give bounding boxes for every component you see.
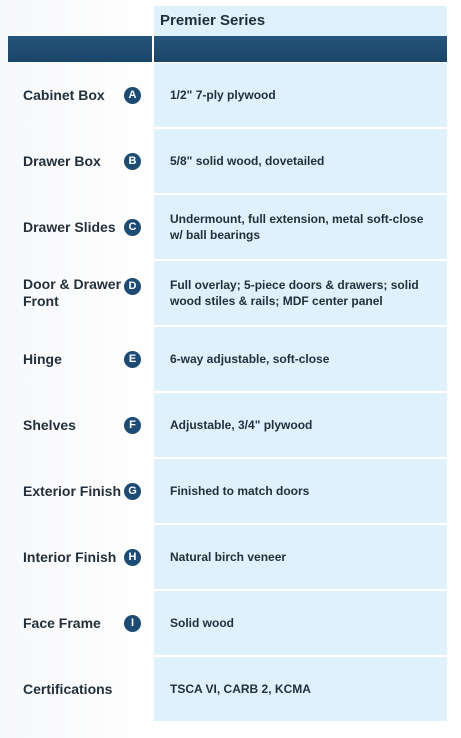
table-row xyxy=(8,393,447,457)
header-bar-left xyxy=(8,36,152,62)
spec-rows xyxy=(8,63,447,723)
row-value: TSCA VI, CARB 2, KCMA xyxy=(154,657,447,721)
badge-c-icon: C xyxy=(124,219,141,236)
row-label: Door & Drawer Front xyxy=(23,276,122,309)
table-row xyxy=(8,591,447,655)
row-value: Undermount, full extension, metal soft-close w/ ball bearings xyxy=(154,195,447,259)
badge-i-icon: I xyxy=(124,615,141,632)
row-label: Drawer Box xyxy=(23,152,101,169)
row-label: Interior Finish xyxy=(23,548,117,565)
row-label: Hinge xyxy=(23,350,62,367)
header-bar-right xyxy=(154,36,447,62)
row-label: Exterior Finish xyxy=(23,482,122,499)
table-row xyxy=(8,525,447,589)
row-value: Solid wood xyxy=(154,591,447,655)
badge-d-icon: D xyxy=(124,278,141,295)
row-value: 5/8" solid wood, dovetailed xyxy=(154,129,447,193)
badge-a-icon: A xyxy=(124,87,141,104)
row-label: Shelves xyxy=(23,416,76,433)
badge-b-icon: B xyxy=(124,153,141,170)
row-label: Cabinet Box xyxy=(23,86,105,103)
row-label: Face Frame xyxy=(23,614,101,631)
column-title: Premier Series xyxy=(154,6,447,36)
table-row xyxy=(8,459,447,523)
row-value: Full overlay; 5-piece doors & drawers; solid wood stiles & rails; MDF center panel xyxy=(154,261,447,325)
row-value: Natural birch veneer xyxy=(154,525,447,589)
row-value: Adjustable, 3/4" plywood xyxy=(154,393,447,457)
badge-h-icon: H xyxy=(124,549,141,566)
table-row xyxy=(8,63,447,127)
row-label: Certifications xyxy=(23,680,113,697)
row-value: Finished to match doors xyxy=(154,459,447,523)
table-row xyxy=(8,129,447,193)
row-value: 1/2" 7-ply plywood xyxy=(154,63,447,127)
badge-e-icon: E xyxy=(124,351,141,368)
badge-f-icon: F xyxy=(124,417,141,434)
row-label: Drawer Slides xyxy=(23,218,116,235)
badge-g-icon: G xyxy=(124,483,141,500)
table-row xyxy=(8,327,447,391)
table-row xyxy=(8,657,447,721)
row-value: 6-way adjustable, soft-close xyxy=(154,327,447,391)
table-row xyxy=(8,261,447,325)
table-row xyxy=(8,195,447,259)
